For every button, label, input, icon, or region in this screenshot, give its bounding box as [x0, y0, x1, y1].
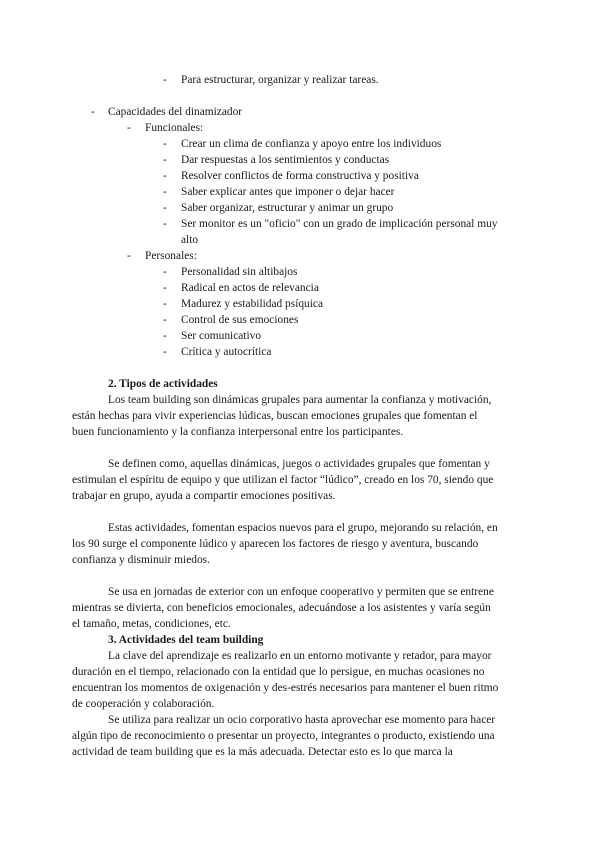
list-bullet: -	[163, 186, 167, 198]
list-item: Personalidad sin altibajos	[181, 266, 298, 278]
list-bullet: -	[163, 202, 167, 214]
paragraph-line: algún tipo de reconocimiento o presentar un proyecto, integrantes o producto, existiendo una	[72, 730, 495, 742]
paragraph-line: están hechas para vivir experiencias lúdicas, buscan emociones grupales que fomentan el	[72, 410, 478, 422]
paragraph-line: Los team building son dinámicas grupales para aumentar la confianza y motivación,	[108, 394, 492, 406]
list-bullet: -	[163, 282, 167, 294]
paragraph-line: trabajar en grupo, ayuda a compartir emociones positivas.	[72, 490, 336, 502]
section-heading: 3. Actividades del team building	[108, 634, 264, 646]
section-heading: 2. Tipos de actividades	[108, 378, 218, 390]
list-item: Saber organizar, estructurar y animar un grupo	[181, 202, 394, 214]
list-item: Ser comunicativo	[181, 330, 262, 342]
list-bullet: -	[163, 314, 167, 326]
list-item: Dar respuestas a los sentimientos y conductas	[181, 154, 390, 166]
paragraph-line: actividad de team building que es la más adecuada. Detectar esto es lo que marca la	[72, 746, 453, 758]
list-subheading-funcionales: Funcionales:	[145, 122, 204, 134]
paragraph-line: mientras se divierta, con beneficios emocionales, adecuándose a los asistentes y varía según	[72, 602, 491, 614]
paragraph-line: Se utiliza para realizar un ocio corporativo hasta aprovechar ese momento para hacer	[108, 714, 496, 726]
paragraph-line: La clave del aprendizaje es realizarlo en un entorno motivante y retador, para mayor	[108, 650, 492, 662]
list-bullet: -	[91, 106, 95, 118]
paragraph-line: buen funcionamiento y la confianza interpersonal entre los participantes.	[72, 426, 404, 438]
list-item: Resolver conflictos de forma constructiva y positiva	[181, 170, 419, 182]
list-bullet: -	[163, 298, 167, 310]
list-item-continuation: alto	[181, 234, 199, 246]
paragraph-line: de cooperación y colaboración.	[72, 698, 215, 710]
list-item: Radical en actos de relevancia	[181, 282, 319, 294]
list-item: Crítica y autocrítica	[181, 346, 272, 358]
list-bullet: -	[127, 250, 131, 262]
paragraph-line: encuentran los momentos de oxigenación y des-estrés necesarios para mantener el buen ritmo	[72, 682, 499, 694]
list-bullet: -	[163, 154, 167, 166]
list-item: Control de sus emociones	[181, 314, 299, 326]
list-item: Ser monitor es un "oficio" con un grado de implicación personal muy	[181, 218, 498, 230]
paragraph-line: el tamaño, metas, condiciones, etc.	[72, 618, 231, 630]
paragraph-line: estimulan el espíritu de equipo y que utilizan el factor “lúdico”, creado en los 70, siendo que	[72, 474, 494, 486]
paragraph-line: confianza y disminuir miedos.	[72, 554, 210, 566]
paragraph-line: duración en el tiempo, relacionado con la entidad que lo persigue, en muchas ocasiones no	[72, 666, 485, 678]
list-heading-capacidades: Capacidades del dinamizador	[108, 106, 243, 118]
list-item: Crear un clima de confianza y apoyo entre los individuos	[181, 138, 442, 150]
list-bullet: -	[163, 218, 167, 230]
list-bullet: -	[163, 346, 167, 358]
list-bullet: -	[163, 170, 167, 182]
list-item: Saber explicar antes que imponer o dejar hacer	[181, 186, 395, 198]
list-bullet: -	[127, 122, 131, 134]
list-bullet: -	[163, 138, 167, 150]
list-item: Madurez y estabilidad psíquica	[181, 298, 324, 310]
list-item: Para estructurar, organizar y realizar tareas.	[181, 74, 379, 86]
paragraph-line: los 90 surge el componente lúdico y aparecen los factores de riesgo y aventura, buscando	[72, 538, 479, 550]
list-bullet: -	[163, 330, 167, 342]
list-bullet: -	[163, 266, 167, 278]
list-bullet: -	[163, 74, 167, 86]
list-subheading-personales: Personales:	[145, 250, 197, 262]
paragraph-line: Estas actividades, fomentan espacios nuevos para el grupo, mejorando su relación, en	[108, 522, 498, 534]
paragraph-line: Se usa en jornadas de exterior con un enfoque cooperativo y permiten que se entrene	[108, 586, 494, 598]
paragraph-line: Se definen como, aquellas dinámicas, juegos o actividades grupales que fomentan y	[108, 458, 490, 470]
